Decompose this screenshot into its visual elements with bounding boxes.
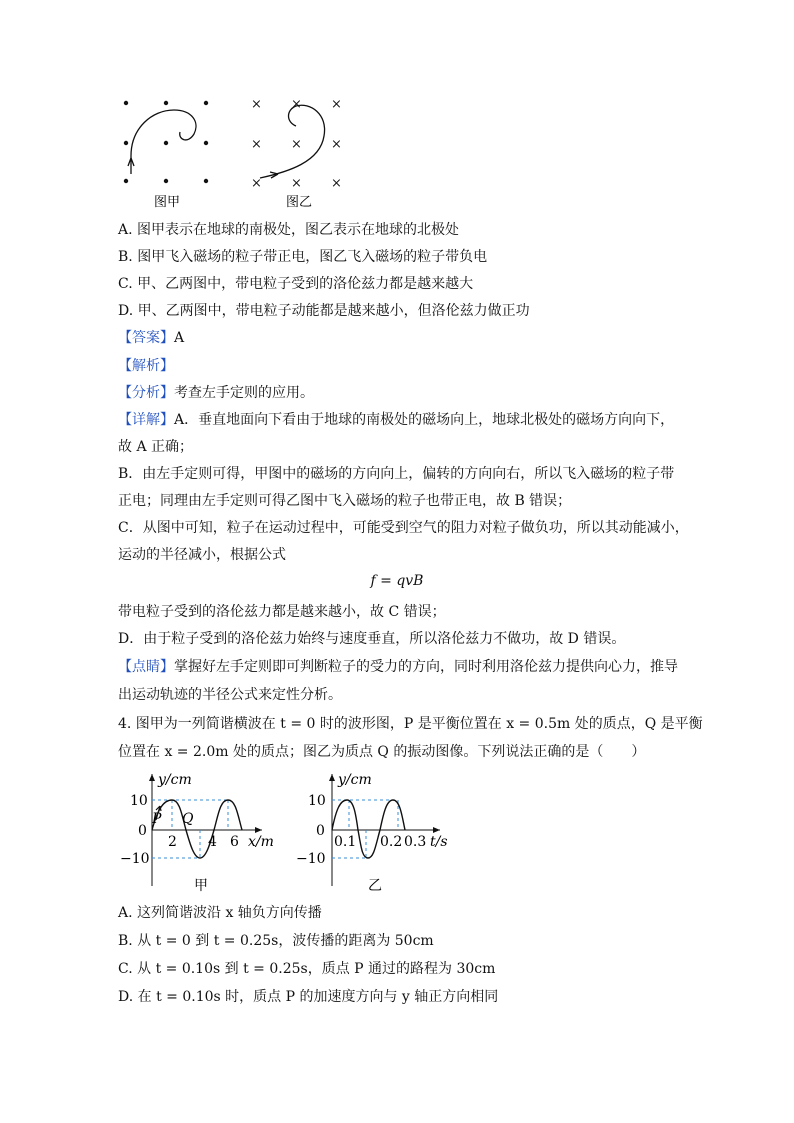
- xtick-right-2: 0.2: [380, 834, 403, 850]
- option-q4-b: B. 从 t = 0 到 t = 0.25s，波传播的距离为 50cm: [118, 933, 434, 949]
- xiangjie-tag: 【详解】: [118, 412, 174, 428]
- q4-line-1: 4. 图甲为一列简谐横波在 t = 0 时的波形图，P 是平衡位置在 x = 0.5m 处的质点，Q 是平衡: [118, 716, 703, 732]
- q4-line-2: 位置在 x = 2.0m 处的质点；图乙为质点 Q 的振动图像。下列说法正确的是（ ）: [118, 744, 646, 760]
- svg-text:×: ×: [331, 97, 342, 112]
- caption-graph-right: 乙: [368, 878, 382, 894]
- xtick-right-3: 0.3: [404, 834, 427, 850]
- option-q4-d: D. 在 t = 0.10s 时，质点 P 的加速度方向与 y 轴正方向相同: [118, 989, 499, 1005]
- dianjing-tag: 【点睛】: [118, 659, 174, 675]
- caption-graph-left: 甲: [194, 878, 208, 894]
- caption-right: 图乙: [286, 195, 313, 210]
- fenxi-text: 考查左手定则的应用。: [174, 385, 314, 401]
- xtick-left-1: 2: [168, 834, 177, 850]
- formula: f = qvB: [370, 573, 424, 589]
- option-q4-c: C. 从 t = 0.10s 到 t = 0.25s，质点 P 通过的路程为 30cm: [118, 961, 496, 977]
- answer-value: A: [174, 330, 185, 346]
- svg-text:×: ×: [251, 176, 262, 191]
- svg-text:×: ×: [291, 176, 302, 191]
- answer-tag: 【答案】: [118, 330, 174, 346]
- xiangjie-c-2: 运动的半径减小，根据公式: [118, 547, 286, 563]
- vibration-graph-right: [290, 768, 460, 896]
- ylabel-right: y/cm: [338, 772, 372, 788]
- xiangjie-a-2: 故 A 正确；: [118, 439, 194, 455]
- dianjing-text-1: 掌握好左手定则即可判断粒子的受力的方向，同时利用洛伦兹力提供向心力，推导: [174, 659, 678, 675]
- point-q: Q: [182, 811, 194, 827]
- ytick-top-right: 10: [308, 793, 326, 809]
- xtick-right-1: 0.1: [334, 834, 357, 850]
- ytick-top-left: 10: [130, 793, 148, 809]
- fenxi-line: [118, 383, 314, 403]
- svg-text:×: ×: [251, 137, 262, 152]
- option-q3-a: A. 图甲表示在地球的南极处，图乙表示在地球的北极处: [118, 222, 460, 238]
- svg-text:×: ×: [291, 137, 302, 152]
- svg-text:×: ×: [331, 137, 342, 152]
- magnetic-field-figure: [110, 92, 370, 210]
- xiangjie-c-1: C．从图中可知，粒子在运动过程中，可能受到空气的阻力对粒子做负功，所以其动能减小，: [118, 520, 689, 536]
- xtick-left-2: 4: [208, 834, 217, 850]
- xlabel-left: x/m: [248, 834, 274, 850]
- ylabel-left: y/cm: [158, 772, 192, 788]
- xiangjie-b-1: B．由左手定则可得，甲图中的磁场的方向向上，偏转的方向向右，所以飞入磁场的粒子带: [118, 466, 675, 482]
- xlabel-right: t/s: [430, 834, 448, 850]
- trajectory-left: [131, 110, 196, 174]
- ytick-bottom-right: −10: [296, 851, 326, 867]
- ytick-zero-right: 0: [316, 823, 325, 839]
- ytick-bottom-left: −10: [120, 851, 150, 867]
- dot-field-left: [124, 101, 208, 183]
- xiangjie-d: D．由于粒子受到的洛伦兹力始终与速度垂直，所以洛伦兹力不做功，故 D 错误。: [118, 631, 626, 647]
- xiangjie-a-1: A．垂直地面向下看由于地球的南极处的磁场向上，地球北极处的磁场方向向下，: [174, 412, 675, 428]
- option-q3-d: D. 甲、乙两图中，带电粒子动能都是越来越小，但洛伦兹力做正功: [118, 303, 530, 319]
- xiangjie-c-3: 带电粒子受到的洛伦兹力都是越来越小，故 C 错误；: [118, 604, 446, 620]
- xiangjie-b-2: 正电；同理由左手定则可得乙图中飞入磁场的粒子也带正电，故 B 错误；: [118, 493, 572, 509]
- answer-line: [118, 328, 184, 348]
- fenxi-tag: 【分析】: [118, 385, 174, 401]
- option-q3-b: B. 图甲飞入磁场的粒子带正电，图乙飞入磁场的粒子带负电: [118, 249, 488, 265]
- xtick-left-3: 6: [230, 834, 239, 850]
- svg-text:×: ×: [331, 176, 342, 191]
- dianjing-text-2: 出运动轨迹的半径公式来定性分析。: [118, 687, 342, 703]
- option-q3-c: C. 甲、乙两图中，带电粒子受到的洛伦兹力都是越来越大: [118, 276, 474, 292]
- point-p: P: [152, 811, 162, 827]
- svg-text:×: ×: [251, 97, 262, 112]
- xiangjie-line-1: [118, 410, 674, 430]
- ytick-zero-left: 0: [138, 823, 147, 839]
- option-q4-a: A. 这列简谐波沿 x 轴负方向传播: [118, 905, 322, 921]
- caption-left: 图甲: [154, 195, 181, 210]
- dianjing-line-1: [118, 657, 678, 677]
- wave-graph-left: [110, 768, 290, 896]
- svg-text:×: ×: [291, 97, 302, 112]
- analysis-tag: 【解析】: [118, 358, 174, 374]
